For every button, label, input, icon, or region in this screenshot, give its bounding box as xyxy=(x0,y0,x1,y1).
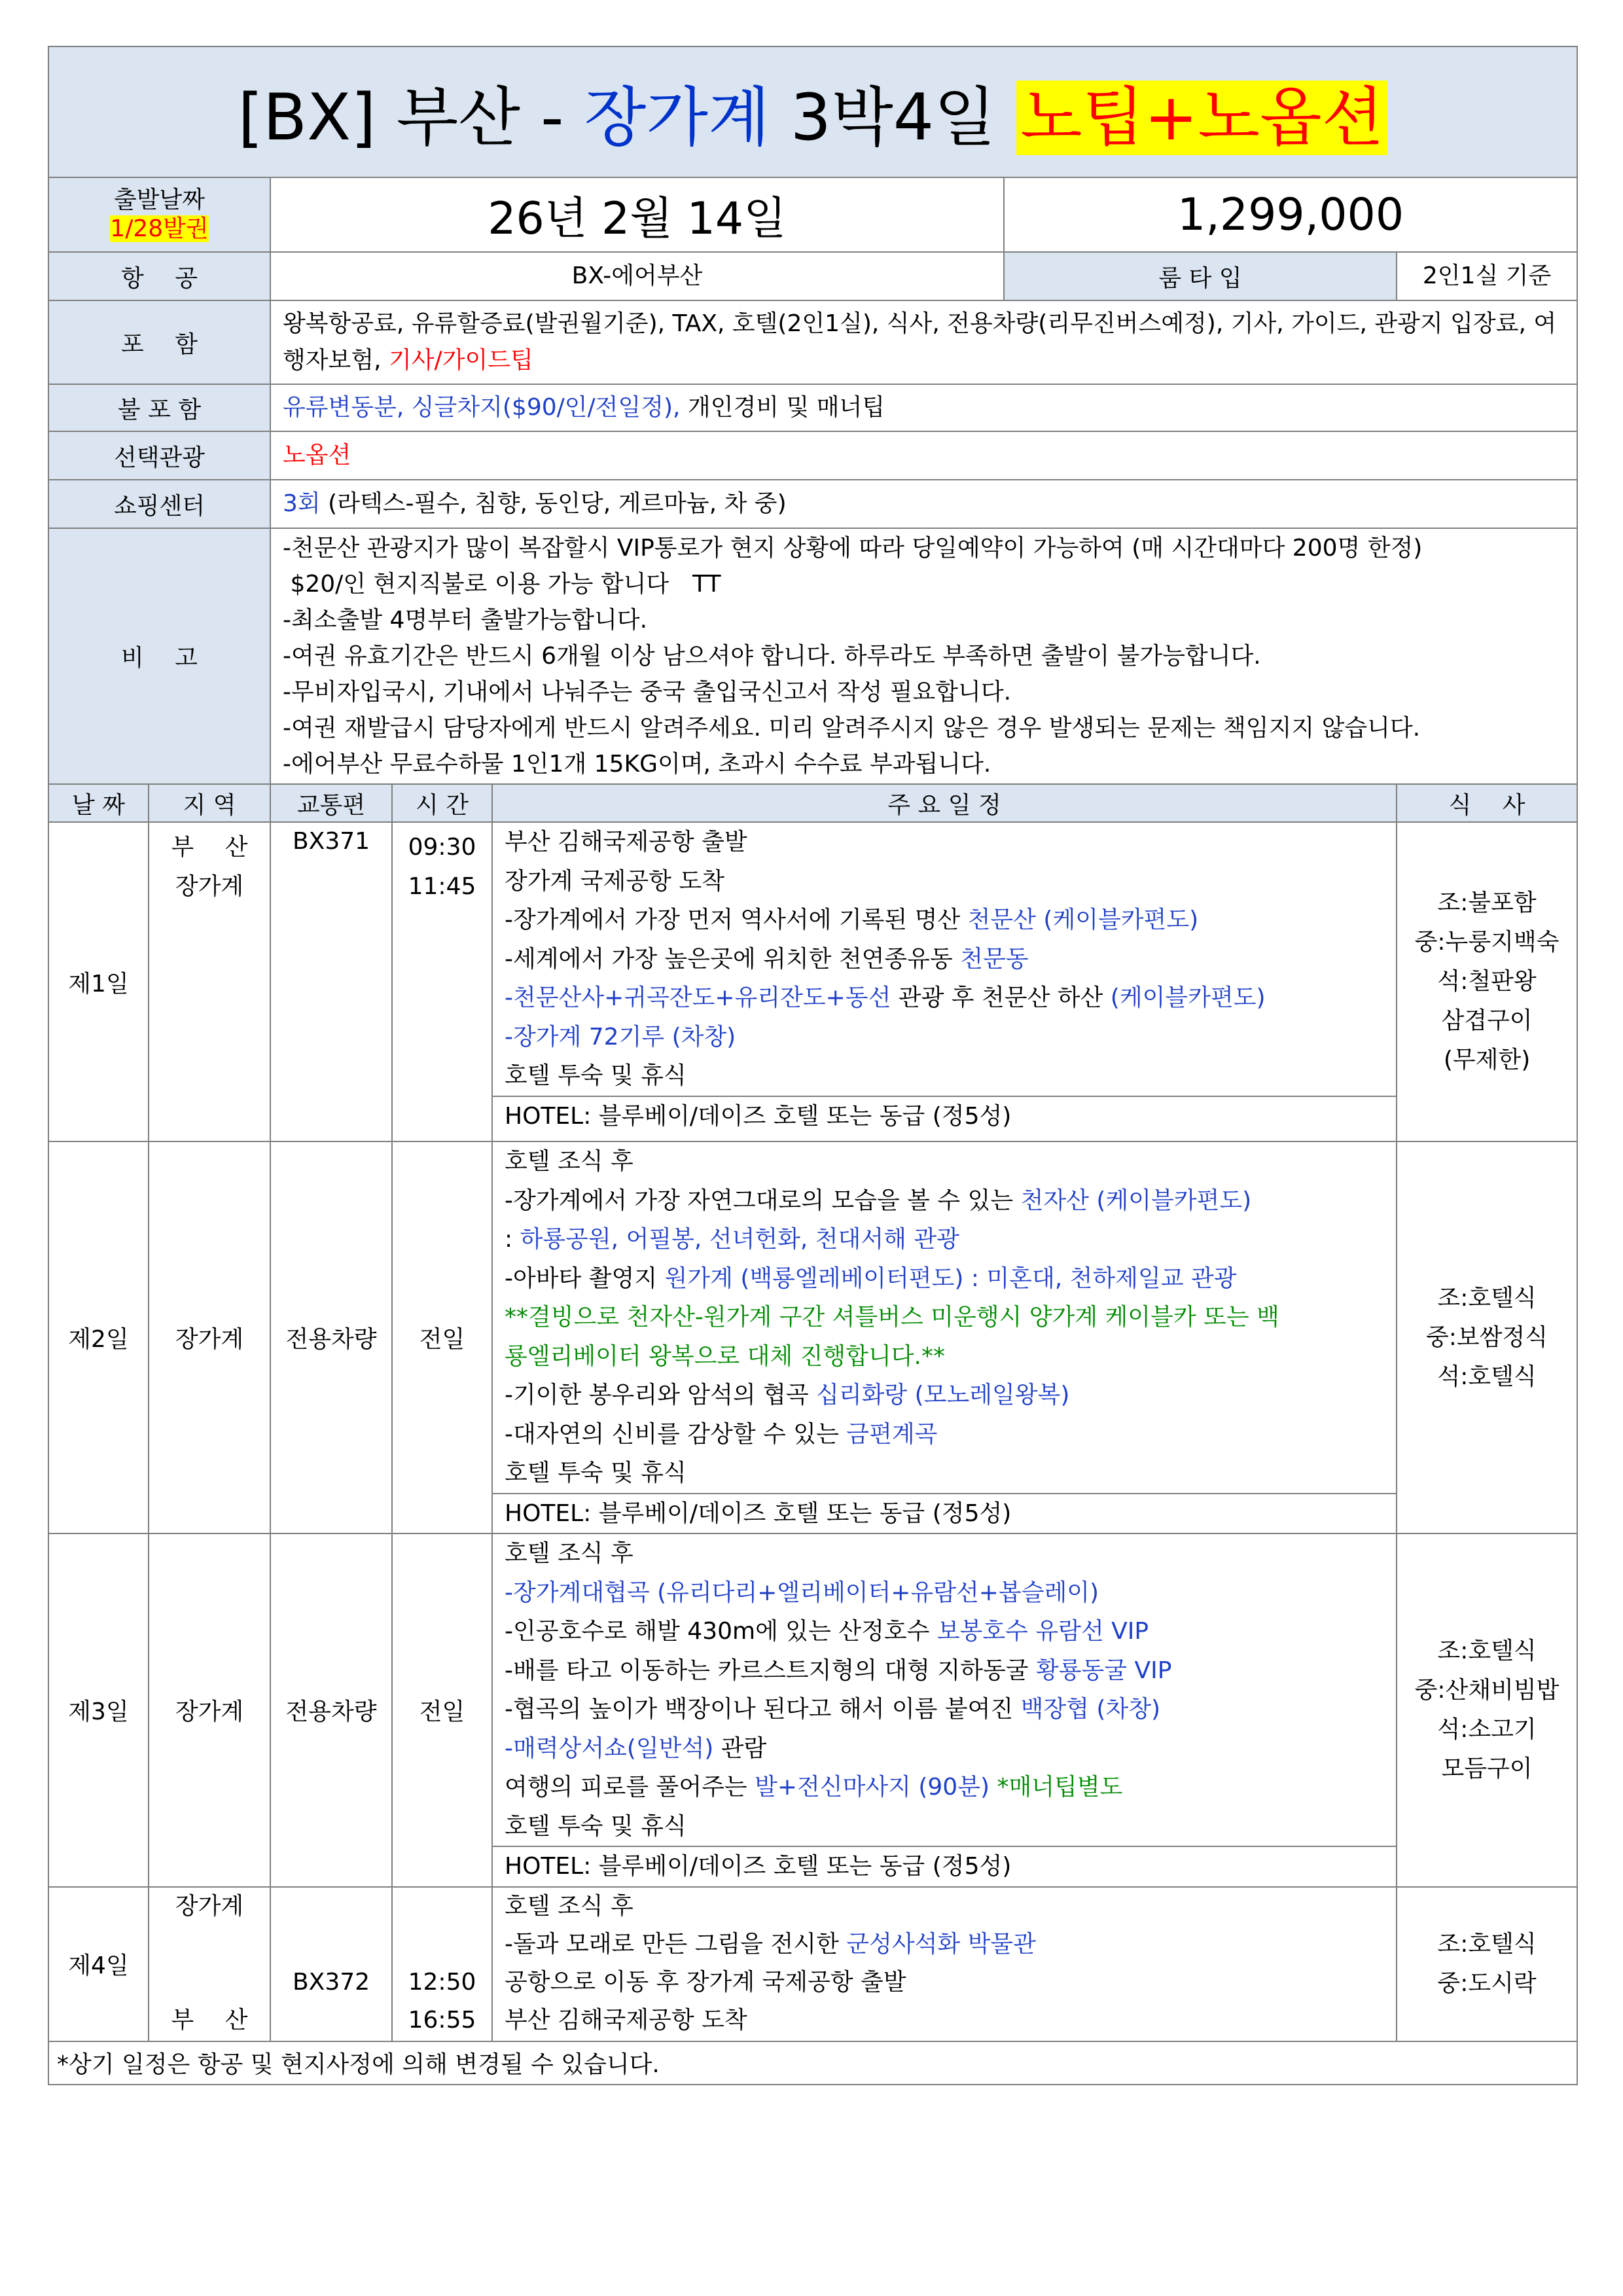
schedule-line: 부산 김해국제공항 도착 xyxy=(505,2006,747,2034)
schedule-line: -대자연의 신비를 감상할 수 있는 금편계곡 xyxy=(505,1420,938,1448)
shopping-label: 쇼핑센터 xyxy=(48,480,270,528)
meal-line: (무제한) xyxy=(1443,1047,1531,1073)
schedule-line: -장가계 72기루 (차창) xyxy=(505,1023,736,1050)
meal-line: 조:호텔식 xyxy=(1437,1284,1537,1312)
schedule-line: -세계에서 가장 높은곳에 위치한 천연종유동 천문동 xyxy=(505,945,1029,973)
itinerary-table xyxy=(48,46,1578,2085)
airline-row xyxy=(48,252,1577,300)
day-time xyxy=(392,1887,492,2041)
itinerary-sheet xyxy=(48,46,1577,2085)
day-region: 장가계 xyxy=(149,1141,270,1534)
meal-line: 삼겹구이 xyxy=(1441,1007,1533,1034)
day-transport: BX371 xyxy=(270,822,392,1141)
day-label: 제4일 xyxy=(48,1887,149,2041)
title-row xyxy=(48,46,1577,177)
day-row xyxy=(48,1141,1577,1534)
schedule-line: 호텔 조식 후 xyxy=(505,1540,633,1567)
region-line: 부 산 xyxy=(171,834,248,861)
remark-line: -최소출발 4명부터 출발가능합니다. xyxy=(283,607,648,634)
col-region: 지 역 xyxy=(149,784,270,822)
option-label: 선택관광 xyxy=(48,431,270,480)
departure-row xyxy=(48,177,1577,252)
day-transport xyxy=(270,1887,392,2041)
meal-line: 석:철판왕 xyxy=(1437,968,1537,995)
meal-line: 모듬구이 xyxy=(1441,1755,1533,1782)
remark-line: -천문산 관광지가 많이 복잡할시 VIP통로가 현지 상황에 따라 당일예약이 가능하여 (매 시간대마다 200명 한정) xyxy=(283,535,1423,562)
include-value xyxy=(270,300,1577,384)
schedule-line: -협곡의 높이가 백장이나 된다고 해서 이름 붙여진 백장협 (차창) xyxy=(505,1696,1161,1723)
day-meals xyxy=(1397,822,1577,1141)
meal-line: 조:호텔식 xyxy=(1437,1930,1537,1958)
shopping-count: 3회 xyxy=(283,490,321,517)
transport-line: BX372 xyxy=(292,1968,370,1996)
schedule-line: 호텔 조식 후 xyxy=(505,1892,633,1920)
day-region xyxy=(149,822,270,1141)
day-meals xyxy=(1397,1141,1577,1534)
schedule-line: -돌과 모래로 만든 그림을 전시한 군성사석화 박물관 xyxy=(505,1930,1036,1958)
schedule-line: -장가계에서 가장 자연그대로의 모습을 볼 수 있는 천자산 (케이블카편도) xyxy=(505,1187,1252,1214)
day-time xyxy=(392,822,492,1141)
time-line: 12:50 xyxy=(408,1968,476,1996)
remarks-value xyxy=(270,528,1577,784)
remarks-row xyxy=(48,528,1577,784)
include-text: 왕복항공료, 유류할증료(발권월기준), TAX, 호텔(2인1실), 식사, 전용차량(리무진버스예정), 기사, 가이드, 관광지 입장료, 여행자보험, xyxy=(283,310,1557,374)
room-type-value: 2인1실 기준 xyxy=(1397,252,1577,300)
day-region: 장가계 xyxy=(149,1534,270,1887)
departure-date: 26년 2월 14일 xyxy=(270,177,1004,252)
meal-line: 중:누룽지백숙 xyxy=(1414,929,1560,956)
schedule-line: -장가계대협곡 (유리다리+엘리베이터+유람선+봅슬레이) xyxy=(505,1579,1099,1606)
meal-line: 석:소고기 xyxy=(1437,1715,1537,1743)
day-transport: 전용차량 xyxy=(270,1141,392,1534)
day-schedule xyxy=(492,1887,1397,2041)
day-schedule xyxy=(492,822,1397,1141)
include-label: 포 함 xyxy=(48,300,270,384)
schedule-line: 룡엘리베이터 왕복으로 대체 진행합니다.** xyxy=(505,1342,945,1370)
time-line: 16:55 xyxy=(408,2006,476,2034)
title-badge: 노팁+노옵션 xyxy=(1016,81,1387,155)
remarks-label: 비 고 xyxy=(48,528,270,784)
meal-line: 조:호텔식 xyxy=(1437,1637,1537,1664)
schedule-line: 호텔 투숙 및 휴식 xyxy=(505,1460,687,1486)
hotel-line: HOTEL: 블루베이/데이즈 호텔 또는 동급 (정5성) xyxy=(493,1846,1396,1886)
schedule-line: 공항으로 이동 후 장가계 국제공항 출발 xyxy=(505,1968,906,1996)
day-label: 제3일 xyxy=(48,1534,149,1887)
shopping-text: (라텍스-필수, 침향, 동인당, 게르마늄, 차 중) xyxy=(320,490,787,517)
day-meals xyxy=(1397,1534,1577,1887)
shopping-value xyxy=(270,480,1577,528)
meal-line: 중:산채비빔밥 xyxy=(1414,1676,1560,1704)
day-row xyxy=(48,1887,1577,2041)
exclude-highlight: 유류변동분, 싱글차지($90/인/전일정), xyxy=(283,394,681,421)
title-destination: 장가계 xyxy=(584,80,770,155)
departure-label: 출발날짜 xyxy=(113,187,205,213)
footer-note: *상기 일정은 항공 및 현지사정에 의해 변경될 수 있습니다. xyxy=(48,2041,1577,2085)
schedule-line: -매력상서쇼(일반석) 관람 xyxy=(505,1734,767,1762)
schedule-line: : 하룡공원, 어필봉, 선녀헌화, 천대서해 관광 xyxy=(505,1226,959,1253)
exclude-row xyxy=(48,384,1577,431)
remark-line: $20/인 현지직불로 이용 가능 합니다 TT xyxy=(283,571,721,598)
title-duration: 3박4일 xyxy=(770,80,1016,155)
schedule-line: 장가계 국제공항 도착 xyxy=(505,867,724,895)
shopping-row xyxy=(48,480,1577,528)
col-meal: 식 사 xyxy=(1397,784,1577,822)
tour-price: 1,299,000 xyxy=(1004,177,1577,252)
meal-line: 조:불포함 xyxy=(1437,889,1537,916)
remark-line: -여권 재발급시 담당자에게 반드시 알려주세요. 미리 알려주시지 않은 경우 발생되는 문제는 책임지지 않습니다. xyxy=(283,715,1421,742)
region-line: 장가계 xyxy=(175,1892,244,1920)
remark-line: -여권 유효기간은 반드시 6개월 이상 남으셔야 합니다. 하루라도 부족하면 출발이 불가능합니다. xyxy=(283,643,1261,670)
day-schedule xyxy=(492,1141,1397,1534)
schedule-line: 호텔 조식 후 xyxy=(505,1148,633,1175)
airline-value: BX-에어부산 xyxy=(270,252,1004,300)
column-header-row xyxy=(48,784,1577,822)
schedule-line: -천문산사+귀곡잔도+유리잔도+동선 관광 후 천문산 하산 (케이블카편도) xyxy=(505,984,1266,1011)
day-label: 제1일 xyxy=(48,822,149,1141)
day-region xyxy=(149,1887,270,2041)
time-line: 09:30 xyxy=(408,834,476,861)
option-value: 노옵션 xyxy=(270,431,1577,480)
day-time: 전일 xyxy=(392,1141,492,1534)
meal-line: 중:도시락 xyxy=(1437,1969,1537,1997)
schedule-line: 호텔 투숙 및 휴식 xyxy=(505,1062,687,1089)
schedule-line: -기이한 봉우리와 암석의 협곡 십리화랑 (모노레일왕복) xyxy=(505,1382,1070,1408)
footer-row xyxy=(48,2041,1577,2085)
meal-line: 석:호텔식 xyxy=(1437,1363,1537,1390)
col-schedule: 주 요 일 정 xyxy=(492,784,1397,822)
meal-line: 중:보쌈정식 xyxy=(1426,1323,1548,1351)
col-day: 날 짜 xyxy=(48,784,149,822)
col-time: 시 간 xyxy=(392,784,492,822)
include-tip-note: 기사/가이드팁 xyxy=(389,347,533,374)
schedule-line: -인공호수로 해발 430m에 있는 산정호수 보봉호수 유람선 VIP xyxy=(505,1618,1149,1645)
hotel-line: HOTEL: 블루베이/데이즈 호텔 또는 동급 (정5성) xyxy=(493,1096,1396,1136)
schedule-line: 여행의 피로를 풀어주는 발+전신마사지 (90분) *매너팁별도 xyxy=(505,1774,1123,1801)
day-label: 제2일 xyxy=(48,1141,149,1534)
schedule-line: -배를 타고 이동하는 카르스트지형의 대형 지하동굴 황룡동굴 VIP xyxy=(505,1657,1172,1684)
exclude-label: 불 포 함 xyxy=(48,384,270,431)
page-title xyxy=(48,46,1577,177)
include-row xyxy=(48,300,1577,384)
schedule-line: **결빙으로 천자산-원가계 구간 셔틀버스 미운행시 양가계 케이블카 또는 백 xyxy=(505,1304,1279,1331)
exclude-value xyxy=(270,384,1577,431)
day-transport: 전용차량 xyxy=(270,1534,392,1887)
remark-line: -무비자입국시, 기내에서 나눠주는 중국 출입국신고서 작성 필요합니다. xyxy=(283,679,1012,706)
option-row xyxy=(48,431,1577,480)
day-row xyxy=(48,1534,1577,1887)
schedule-line: 부산 김해국제공항 출발 xyxy=(505,829,747,855)
day-meals xyxy=(1397,1887,1577,2041)
remark-line: -에어부산 무료수하물 1인1개 15KG이며, 초과시 수수료 부과됩니다. xyxy=(283,751,991,778)
airline-label: 항 공 xyxy=(48,252,270,300)
col-transport: 교통편 xyxy=(270,784,392,822)
ticket-note: 1/28발권 xyxy=(110,215,209,242)
hotel-line: HOTEL: 블루베이/데이즈 호텔 또는 동급 (정5성) xyxy=(493,1493,1396,1534)
day-row xyxy=(48,822,1577,1141)
title-prefix: [BX] 부산 - xyxy=(238,80,584,155)
region-line: 장가계 xyxy=(175,873,244,900)
time-line: 11:45 xyxy=(408,873,476,900)
schedule-line: -장가계에서 가장 먼저 역사서에 기록된 명산 천문산 (케이블카편도) xyxy=(505,906,1199,933)
day-schedule xyxy=(492,1534,1397,1887)
departure-label-cell xyxy=(48,177,270,252)
day-time: 전일 xyxy=(392,1534,492,1887)
schedule-line: 호텔 투숙 및 휴식 xyxy=(505,1812,687,1840)
region-line: 부 산 xyxy=(171,2006,248,2034)
exclude-text: 개인경비 및 매너팁 xyxy=(680,394,885,421)
room-type-label: 룸 타 입 xyxy=(1004,252,1397,300)
schedule-line: -아바타 촬영지 원가계 (백룡엘레베이터편도) : 미혼대, 천하제일교 관광 xyxy=(505,1265,1237,1292)
